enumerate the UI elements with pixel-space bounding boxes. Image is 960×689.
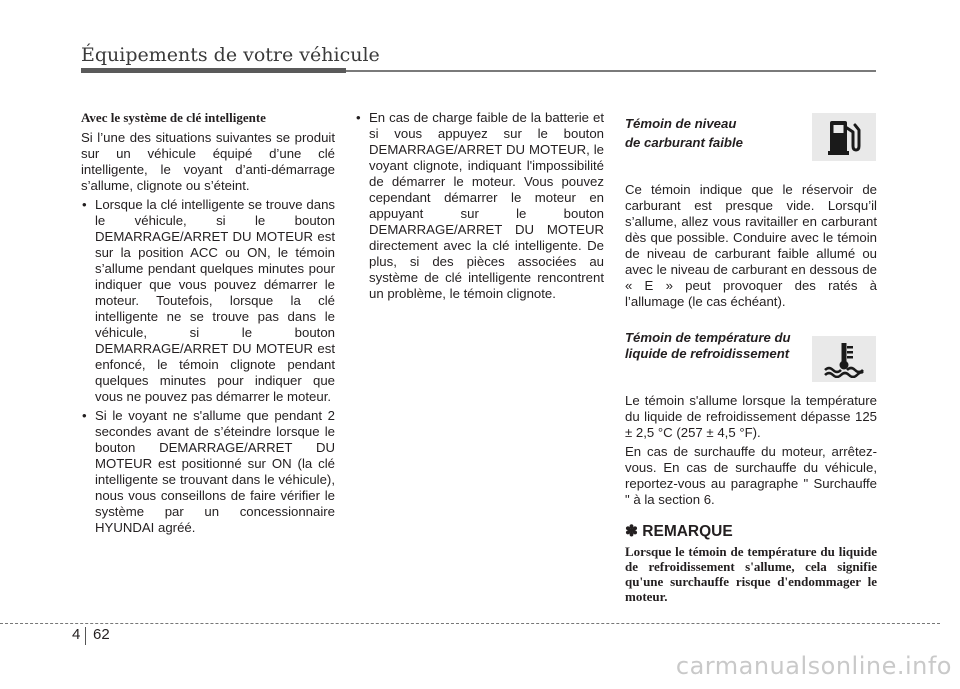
bullet-item: • En cas de charge faible de la batterie et si vous appuyez sur le bouton DEMARRAGE/ARRET DU MOTEUR, le voyant clignote, indiquant l'impossibilité de démarrer le moteur. Vous pouvez cependant démarrer le moteur en appuyant sur le bouton DEMARRAGE/ARRET DU MOTEUR directement avec la clé intelligente. De plus, si des pièces associées au système de clé intelligente rencontrent un problème, le témoin clignote. xyxy=(355,110,604,302)
header-rule-thick xyxy=(81,68,346,73)
bullet-item: • Lorsque la clé intelligente se trouve dans le véhicule, si le bouton DEMARRAGE/ARRET DU MOTEUR est sur la position ACC ou ON, le témoin s’allume pendant quelques minutes pour indiquer que vous pouvez démarrer le moteur. Toutefois, lorsque la clé intelligente ne se trouve pas dans le véhicule, si le bouton DEMARRAGE/ARRET DU MOTEUR est enfoncé, le témoin clignote pendant quelques minutes pour indiquer que vous ne pouvez pas démarrer le moteur. xyxy=(81,197,335,405)
coolant-warning-text-1: Le témoin s'allume lorsque la température du liquide de refroidissement dépasse 125 ± 2,5 °C (257 ± 4,5 °F). xyxy=(625,393,877,440)
watermark: carmanualsonline.info xyxy=(675,652,952,680)
note-heading: ✽ REMARQUE xyxy=(625,523,733,540)
bullet-item: • Si le voyant ne s'allume que pendant 2 secondes avant de s’éteindre lorsque le bouton DEMARRAGE/ARRET DU MOTEUR est positionné sur ON (la clé intelligente se trouvant dans le véhicule), nous vous conseillons de faire vérifier le système par un concessionnaire HYUNDAI agréé. xyxy=(81,408,335,536)
smart-key-intro: Si l’une des situations suivantes se produit sur un véhicule équipé d’une clé intelligente, le voyant d’anti-démarrage s’allume, clignote ou s’éteint. xyxy=(81,130,335,193)
coolant-temperature-icon xyxy=(812,336,876,382)
footer-separator xyxy=(85,627,86,645)
fuel-pump-icon xyxy=(812,113,876,161)
column-middle xyxy=(355,110,604,305)
fuel-warning-text: Ce témoin indique que le réservoir de carburant est presque vide. Lorsqu’il s’allume, allez vous ravitailler en carburant dès que possible. Conduire avec le témoin de niveau de carburant faible allumé ou avec le niveau de carburant en dessous de « E » peut provoquer des ratés à l’allumage (le cas échéant). xyxy=(625,182,877,309)
column-left xyxy=(81,110,335,539)
footer-dashed-rule xyxy=(0,623,940,624)
smart-key-bullet-list xyxy=(81,197,335,536)
coolant-warning-text-2: En cas de surchauffe du moteur, arrêtez-vous. En cas de surchauffe du véhicule, reportez-vous au paragraphe " Surchauffe " à la section 6. xyxy=(625,444,877,507)
section-number: 4 xyxy=(72,626,81,643)
page-header-title: Équipements de votre véhicule xyxy=(81,44,380,66)
note-body: Lorsque le témoin de température du liquide de refroidissement s'allume, cela signifie qu'une surchauffe risque d'endommager le moteur. xyxy=(625,544,877,604)
page-number: 62 xyxy=(93,626,110,643)
coolant-warning-title: Témoin de température du liquide de refroidissement xyxy=(625,330,791,361)
header-rule-thin xyxy=(346,70,876,72)
battery-bullet-list xyxy=(355,110,604,302)
fuel-warning-title: Témoin de niveau de carburant faible xyxy=(625,116,743,150)
smart-key-heading: Avec le système de clé intelligente xyxy=(81,110,266,125)
